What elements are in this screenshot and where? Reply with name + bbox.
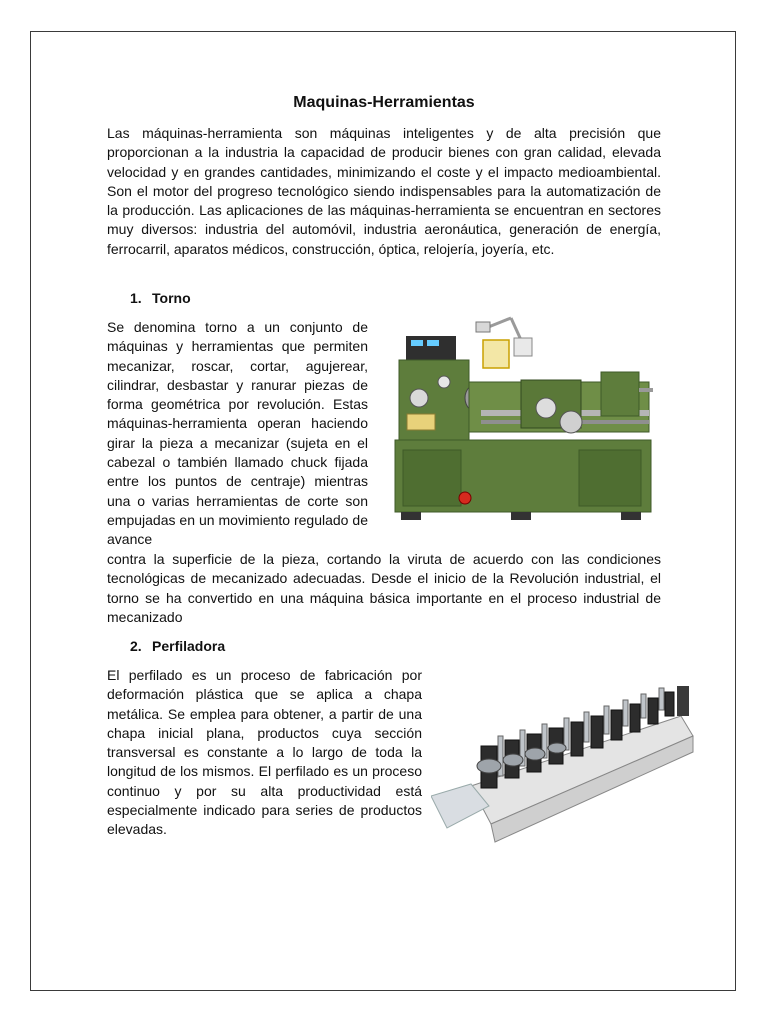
section-number: 2.	[130, 638, 142, 654]
perfiladora-paragraph: El perfilado es un proceso de fabricación por deformación plástica que se aplica a chapa metálica. Se emplea para obtener, a partir de una chapa inicial plana, productos cuya sección transversal es constante a lo largo de toda la longitud de los mismos. El perfilado es un proceso continuo y por su alta productividad está especialmente indicado para series de productos elevadas.	[107, 667, 422, 838]
intro-paragraph: Las máquinas-herramienta son máquinas inteligentes y de alta precisión que proporcionan a la industria la capacidad de producir bienes con gran calidad, elevada velocidad y en grandes cantidades, minimizando el coste y el impacto medioambiental. Son el motor del progreso tecnológico siendo indispensables para la automatización de la producción. Las aplicaciones de las máquinas-herramienta se encuentran en sectores muy diversos: industria del automóvil, industria aeronáutica, generación de energía, ferrocarril, aparatos médicos, construcción, óptica, relojería, joyería, etc.	[107, 125, 661, 257]
roll-forming-machine-image	[431, 656, 699, 846]
section-title: Torno	[152, 290, 191, 306]
section-number: 1.	[130, 290, 142, 306]
document-page	[30, 31, 736, 991]
section-heading-perfiladora	[130, 637, 225, 656]
document-title: Maquinas-Herramientas	[293, 94, 475, 111]
section-title: Perfiladora	[152, 638, 226, 654]
torno-paragraph-below: contra la superficie de la pieza, cortando la viruta de acuerdo con las condiciones tecnológicas de mecanizado adecuadas. Desde el inicio de la Revolución industrial, el torno se ha convertido en una máquina básica importante en el proceso industrial de mecanizado	[107, 551, 661, 625]
lathe-machine-image	[381, 310, 659, 540]
section-heading-torno	[130, 289, 191, 308]
torno-paragraph-side: Se denomina torno a un conjunto de máquinas y herramientas que permiten mecanizar, roscar, cortar, agujerear, cilindrar, desbastar y ranurar piezas de forma geométrica por revolución. Estas máquinas-herramienta operan haciendo girar la pieza a mecanizar (sujeta en el cabezal o también llamado chuck fijada entre los puntos de centraje) mientras una o varias herramientas de corte son empujadas en un movimiento regulado de avance	[107, 319, 368, 548]
